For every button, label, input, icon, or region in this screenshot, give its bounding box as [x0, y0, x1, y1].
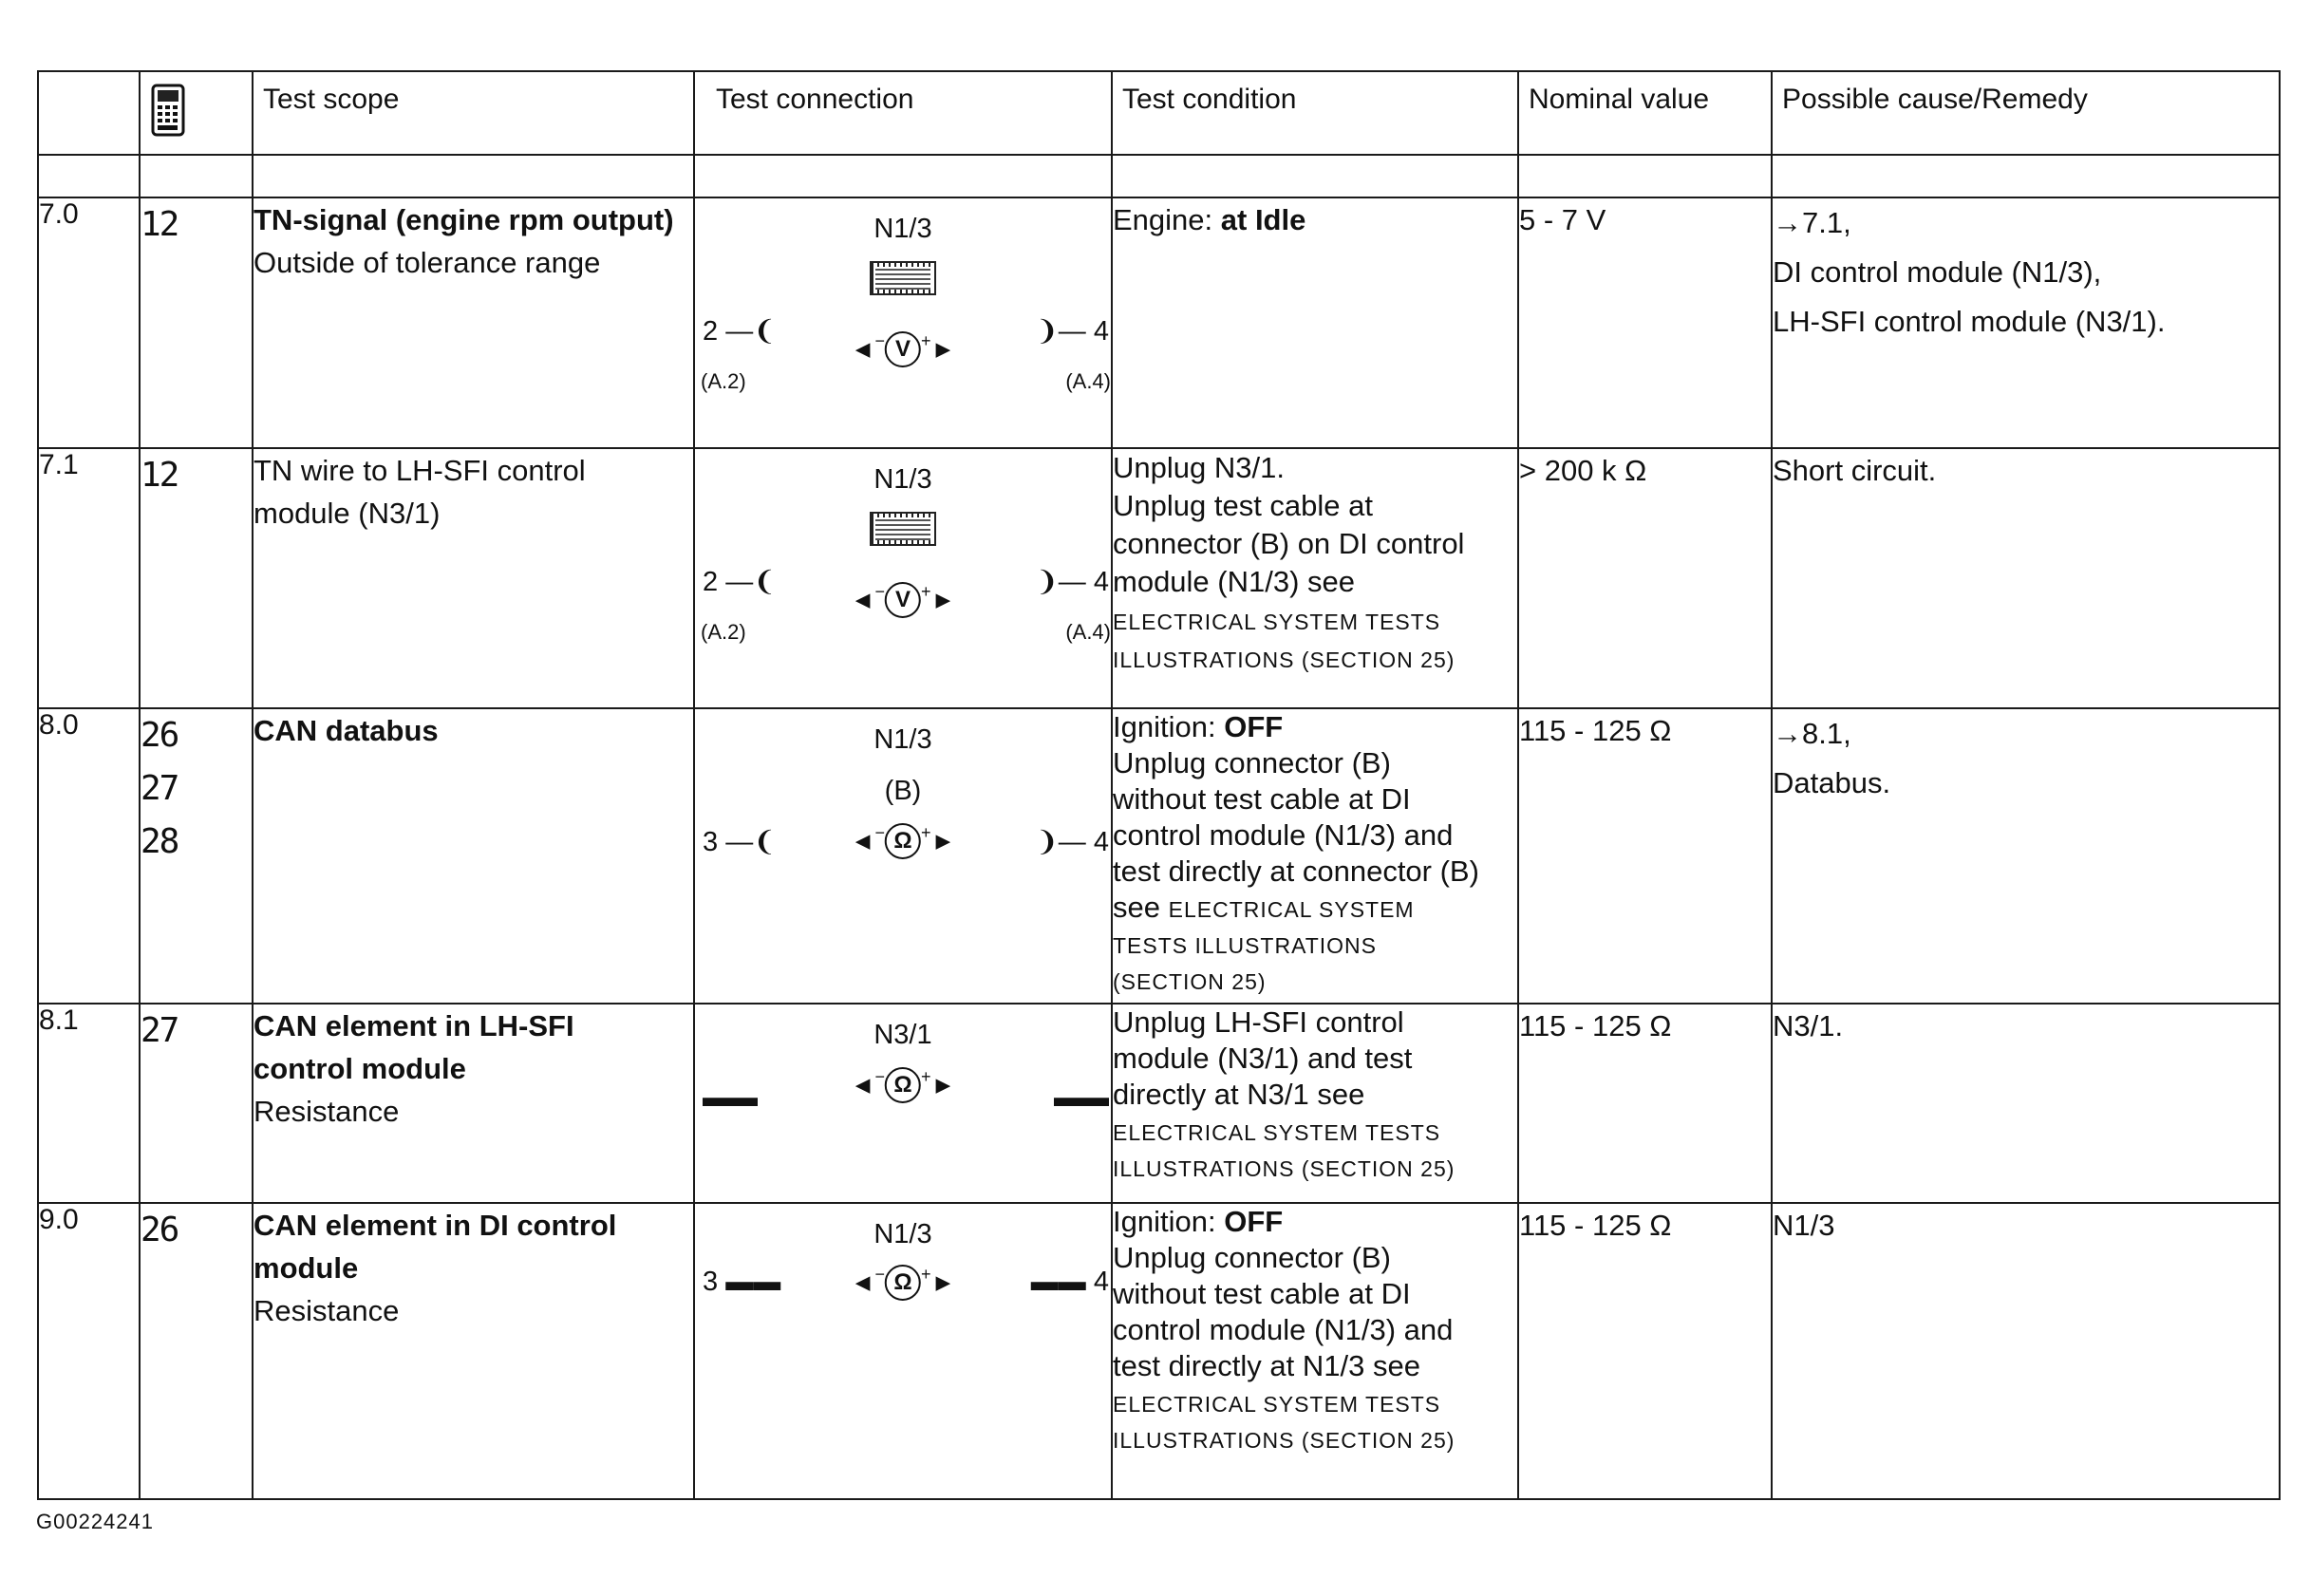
component-label: N1/3 [873, 1219, 932, 1249]
possible-cause: →8.1, Databus. [1772, 708, 2280, 1004]
test-condition: Engine: at Idle [1112, 197, 1518, 448]
component-label: N3/1 [873, 1020, 932, 1050]
nominal-value: 115 - 125 Ω [1518, 1203, 1772, 1499]
header-possible-cause: Possible cause/Remedy [1772, 71, 2280, 155]
test-connection [694, 1004, 1112, 1203]
table-row [38, 448, 2280, 708]
test-condition: Ignition: OFF Unplug connector (B) without test cable at DI control module (N1/3) and test directly at connector (B) see ELECTRICAL SYSTEM TESTS ILLUSTRATIONS (SECTION 25) [1112, 708, 1518, 1004]
test-condition: Unplug N3/1. Unplug test cable at connector (B) on DI control module (N1/3) see ELECTRICAL SYSTEM TESTS ILLUSTRATIONS (SECTION 25) [1112, 448, 1518, 708]
possible-cause: N1/3 [1772, 1203, 2280, 1499]
step-number: 8.1 [38, 1004, 140, 1203]
voltmeter-icon: ◄− V +► [851, 582, 956, 618]
test-connection [694, 1203, 1112, 1499]
table-row [38, 197, 2280, 448]
step-number: 7.0 [38, 197, 140, 448]
header-tester [140, 71, 253, 155]
spacer-row [38, 155, 2280, 197]
test-scope: CAN element in DI control module Resistance [253, 1203, 694, 1499]
left-ref: (A.2) [701, 369, 746, 393]
code-cell [140, 1203, 253, 1499]
right-pin: ▬▬ 4 [1030, 1267, 1109, 1297]
connector-label: (B) [884, 776, 922, 806]
table-row [38, 1203, 2280, 1499]
tester-box-icon [870, 261, 936, 295]
header-row [38, 71, 2280, 155]
right-pin: ❩— 4 [1035, 827, 1109, 857]
diagnostic-table [37, 70, 2281, 1500]
possible-cause: →7.1, DI control module (N1/3), LH-SFI control module (N3/1). [1772, 197, 2280, 448]
fault-code: 27 [141, 1011, 178, 1050]
possible-cause: N3/1. [1772, 1004, 2280, 1203]
voltmeter-icon: ◄− V +► [851, 331, 956, 367]
step-number: 8.0 [38, 708, 140, 1004]
table-row [38, 708, 2280, 1004]
nominal-value: 115 - 125 Ω [1518, 1004, 1772, 1203]
ohmmeter-icon: ◄− Ω +► [851, 1265, 956, 1301]
fault-code: 27 [141, 769, 178, 808]
ohmmeter-icon: ◄− Ω +► [851, 823, 956, 859]
test-scope: CAN element in LH-SFI control module Resistance [253, 1004, 694, 1203]
ohmmeter-icon: ◄− Ω +► [851, 1067, 956, 1103]
possible-cause: Short circuit. [1772, 448, 2280, 708]
header-test-condition: Test condition [1112, 71, 1518, 155]
nominal-value: 5 - 7 V [1518, 197, 1772, 448]
test-condition: Ignition: OFF Unplug connector (B) without test cable at DI control module (N1/3) and test directly at N1/3 see ELECTRICAL SYSTEM TESTS ILLUSTRATIONS (SECTION 25) [1112, 1203, 1518, 1499]
fault-code: 26 [141, 716, 178, 755]
right-probe: ▬▬ [1054, 1082, 1109, 1113]
left-probe: ▬▬ [703, 1082, 758, 1113]
test-scope: TN wire to LH-SFI control module (N3/1) [253, 448, 694, 708]
nominal-value: > 200 k Ω [1518, 448, 1772, 708]
fault-code: 12 [141, 205, 178, 244]
test-connection [694, 708, 1112, 1004]
left-pin: 2 —❨ [703, 316, 777, 347]
tester-box-icon [870, 512, 936, 546]
test-connection [694, 197, 1112, 448]
test-scope: CAN databus [253, 708, 694, 1004]
nominal-value: 115 - 125 Ω [1518, 708, 1772, 1004]
test-connection [694, 448, 1112, 708]
figure-id: G00224241 [36, 1510, 154, 1533]
header-nominal-value: Nominal value [1518, 71, 1772, 155]
code-cell [140, 197, 253, 448]
left-pin: 3 ▬▬ [703, 1267, 781, 1297]
left-ref: (A.2) [701, 620, 746, 644]
fault-code: 28 [141, 822, 178, 861]
header-test-connection: Test connection [694, 71, 1112, 155]
test-condition: Unplug LH-SFI control module (N3/1) and test directly at N3/1 see ELECTRICAL SYSTEM TESTS ILLUSTRATIONS (SECTION 25) [1112, 1004, 1518, 1203]
code-cell [140, 708, 253, 1004]
left-pin: 2 —❨ [703, 567, 777, 597]
step-number: 7.1 [38, 448, 140, 708]
right-pin: ❩— 4 [1035, 567, 1109, 597]
component-label: N1/3 [873, 214, 932, 244]
header-step [38, 71, 140, 155]
fault-code: 12 [141, 456, 178, 495]
header-test-scope: Test scope [253, 71, 694, 155]
right-ref: (A.4) [1065, 369, 1111, 393]
table-row [38, 1004, 2280, 1203]
right-ref: (A.4) [1065, 620, 1111, 644]
scope-detail: Outside of tolerance range [254, 246, 601, 279]
component-label: N1/3 [873, 724, 932, 755]
left-pin: 3 —❨ [703, 827, 777, 857]
fault-code: 26 [141, 1211, 178, 1249]
code-cell [140, 448, 253, 708]
scope-title: TN-signal (engine rpm output) [254, 203, 674, 236]
right-pin: ❩— 4 [1035, 316, 1109, 347]
code-cell [140, 1004, 253, 1203]
step-number: 9.0 [38, 1203, 140, 1499]
test-scope [253, 197, 694, 448]
component-label: N1/3 [873, 464, 932, 495]
handheld-tester-icon [150, 84, 186, 137]
